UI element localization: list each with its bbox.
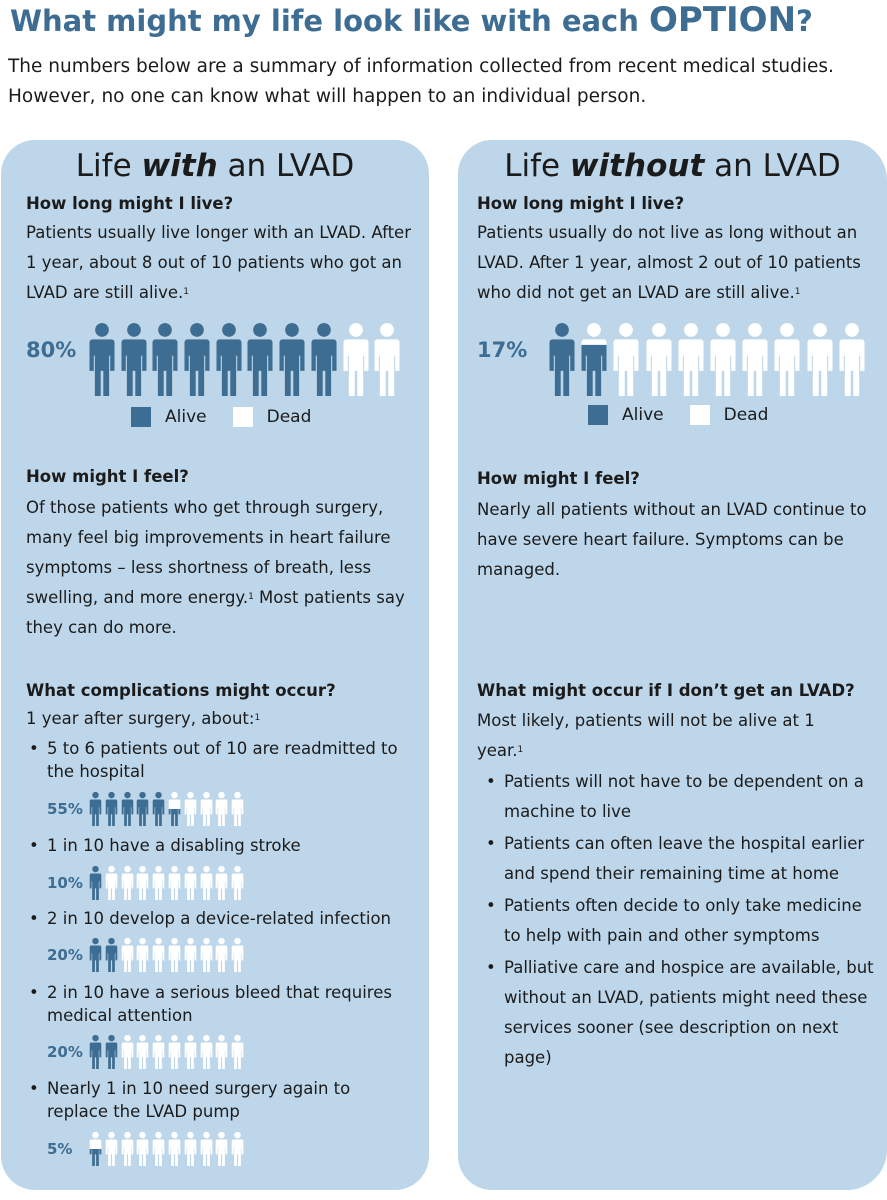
survival-legend xyxy=(131,407,311,427)
question-complications: What complications might occur? xyxy=(26,681,336,700)
legend-dead-label: Dead xyxy=(266,407,312,427)
alive-swatch xyxy=(131,407,151,427)
complication-percent: 20% xyxy=(47,946,83,964)
complication-text: • Nearly 1 in 10 need surgery again to replace the LVAD pump xyxy=(27,1077,412,1123)
person-icon xyxy=(89,1034,102,1070)
person-icon xyxy=(152,865,165,901)
complication-percent: 55% xyxy=(47,800,83,818)
person-icon xyxy=(105,1034,118,1070)
person-icon xyxy=(773,323,801,396)
question-how-feel: How might I feel? xyxy=(477,469,640,488)
person-icon xyxy=(677,323,705,396)
person-icon xyxy=(168,1034,181,1070)
complication-text: • 1 in 10 have a disabling stroke xyxy=(27,834,417,857)
person-icon xyxy=(580,323,608,396)
bullet-item: • Palliative care and hospice are available, but without an LVAD, patients might need these services sooner (see description on next page) xyxy=(484,953,874,1073)
complication-percent: 20% xyxy=(47,1043,83,1061)
person-icon xyxy=(136,791,149,827)
person-icon xyxy=(342,323,370,396)
panel-title-with-lvad: Life with an LVAD xyxy=(75,148,355,184)
bullet-item: • Patients often decide to only take medicine to help with pain and other symptoms xyxy=(484,891,874,951)
person-icon xyxy=(136,937,149,973)
person-icon xyxy=(709,323,737,396)
legend-dead-label: Dead xyxy=(723,405,769,425)
dead-swatch xyxy=(233,407,253,427)
person-icon xyxy=(200,1131,213,1167)
person-icon xyxy=(200,937,213,973)
person-icon xyxy=(231,937,244,973)
person-icon xyxy=(373,323,401,396)
person-icon xyxy=(806,323,834,396)
person-icon xyxy=(136,1131,149,1167)
person-icon xyxy=(184,937,197,973)
person-icon xyxy=(120,323,148,396)
complication-percent: 5% xyxy=(47,1140,73,1158)
person-icon xyxy=(741,323,769,396)
alive-swatch xyxy=(588,405,608,425)
complication-text: • 2 in 10 develop a device-related infection xyxy=(27,907,417,930)
survival-icon-array xyxy=(88,323,401,396)
person-icon xyxy=(645,323,673,396)
complication-icon-array xyxy=(89,937,244,973)
complications-intro: 1 year after surgery, about:$^1$ xyxy=(26,709,261,728)
person-icon xyxy=(184,1034,197,1070)
person-icon xyxy=(231,1131,244,1167)
complication-percent: 10% xyxy=(47,874,83,892)
person-icon xyxy=(184,865,197,901)
person-icon xyxy=(838,323,866,396)
person-icon xyxy=(215,1131,228,1167)
complication-icon-array xyxy=(89,1131,244,1167)
person-icon xyxy=(89,865,102,901)
person-icon xyxy=(151,323,179,396)
person-icon xyxy=(215,937,228,973)
person-icon xyxy=(121,937,134,973)
person-icon xyxy=(136,1034,149,1070)
survival-legend xyxy=(588,405,768,425)
panel-without-lvad xyxy=(458,140,887,1190)
person-icon xyxy=(152,791,165,827)
person-icon xyxy=(231,791,244,827)
person-icon xyxy=(231,865,244,901)
complication-icon-array xyxy=(89,865,244,901)
without-lvad-intro: Most likely, patients will not be alive at 1 year.$^1$ xyxy=(477,711,815,760)
person-icon xyxy=(200,791,213,827)
survival-percent: 17% xyxy=(477,338,528,362)
person-icon xyxy=(215,1034,228,1070)
bullet-item: • Patients can often leave the hospital earlier and spend their remaining time at home xyxy=(484,829,874,889)
question-how-long: How long might I live? xyxy=(26,194,234,213)
person-icon xyxy=(183,323,211,396)
without-lvad-bullets xyxy=(484,767,874,1073)
question-how-long: How long might I live? xyxy=(477,194,685,213)
person-icon xyxy=(278,323,306,396)
feel-text: Nearly all patients without an LVAD continue to have severe heart failure. Symptoms can be managed. xyxy=(477,500,867,579)
question-without-lvad: What might occur if I don’t get an LVAD? xyxy=(477,681,855,700)
person-icon xyxy=(121,791,134,827)
person-icon xyxy=(200,1034,213,1070)
person-icon xyxy=(105,791,118,827)
complication-text: • 2 in 10 have a serious bleed that requires medical attention xyxy=(27,981,412,1027)
feel-text: Of those patients who get through surgery, many feel big improvements in heart failure symptoms – less shortness of breath, less swelling, and more energy.$^1$ Most patients say they can do more. xyxy=(26,498,405,637)
intro-text: The numbers below are a summary of information collected from recent medical studies. However, no one can know what will happen to an individual person. xyxy=(8,56,834,107)
survival-text: Patients usually do not live as long without an LVAD. After 1 year, almost 2 out of 10 patients who did not get an LVAD are still alive.$^1$ xyxy=(477,223,861,302)
person-icon xyxy=(168,791,181,827)
person-icon xyxy=(612,323,640,396)
person-icon xyxy=(168,865,181,901)
person-icon xyxy=(168,937,181,973)
survival-text: Patients usually live longer with an LVAD. After 1 year, about 8 out of 10 patients who got an LVAD are still alive.$^1$ xyxy=(26,223,411,302)
bullet-item: • Patients will not have to be dependent on a machine to live xyxy=(484,767,874,827)
person-icon xyxy=(246,323,274,396)
legend-alive-label: Alive xyxy=(165,407,207,427)
person-icon xyxy=(184,791,197,827)
person-icon xyxy=(231,1034,244,1070)
panel-title-without-lvad: Life without an LVAD xyxy=(504,148,841,184)
person-icon xyxy=(310,323,338,396)
person-icon xyxy=(89,791,102,827)
question-how-feel: How might I feel? xyxy=(26,467,189,486)
person-icon xyxy=(121,1034,134,1070)
person-icon xyxy=(105,865,118,901)
panel-with-lvad xyxy=(1,140,429,1190)
person-icon xyxy=(121,865,134,901)
complication-icon-array xyxy=(89,1034,244,1070)
person-icon xyxy=(168,1131,181,1167)
page-title: What might my life look like with each OPTION? xyxy=(10,0,813,40)
person-icon xyxy=(152,1034,165,1070)
person-icon xyxy=(105,937,118,973)
survival-icon-array xyxy=(548,323,866,396)
person-icon xyxy=(105,1131,118,1167)
complication-text: • 5 to 6 patients out of 10 are readmitted to the hospital xyxy=(27,737,417,783)
survival-percent: 80% xyxy=(26,338,77,362)
person-icon xyxy=(152,937,165,973)
person-icon xyxy=(152,1131,165,1167)
dead-swatch xyxy=(690,405,710,425)
person-icon xyxy=(548,323,576,396)
person-icon xyxy=(89,1131,102,1167)
legend-alive-label: Alive xyxy=(622,405,664,425)
person-icon xyxy=(184,1131,197,1167)
person-icon xyxy=(88,323,116,396)
person-icon xyxy=(215,791,228,827)
person-icon xyxy=(215,323,243,396)
person-icon xyxy=(200,865,213,901)
person-icon xyxy=(215,865,228,901)
person-icon xyxy=(89,937,102,973)
person-icon xyxy=(121,1131,134,1167)
complication-icon-array xyxy=(89,791,244,827)
person-icon xyxy=(136,865,149,901)
